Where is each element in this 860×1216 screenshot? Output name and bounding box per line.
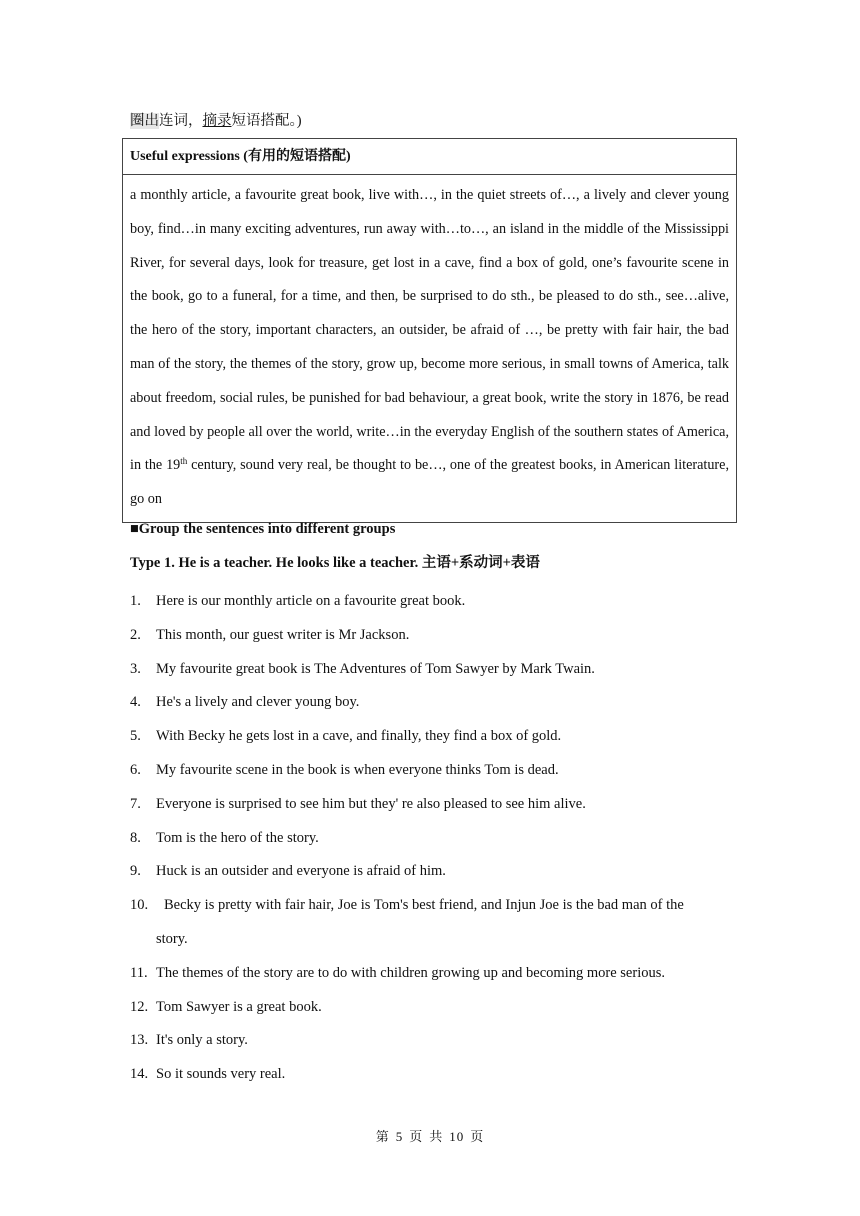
sentence-number: 13.	[130, 1032, 149, 1049]
sentence-item	[130, 585, 730, 619]
sentence-text-wrapper	[156, 788, 730, 822]
instruction-text-end: 短语搭配。)	[231, 113, 302, 129]
sentence-text: Tom is the hero of the story.	[156, 829, 319, 846]
sentence-number: 5.	[130, 728, 141, 745]
sentence-text-wrapper	[156, 855, 730, 889]
sentence-text: The themes of the story are to do with children growing up and becoming more serious.	[156, 964, 665, 981]
sentence-item	[130, 991, 730, 1025]
sentence-item	[130, 855, 730, 889]
sentence-text-wrapper	[156, 720, 730, 754]
sentence-item	[130, 822, 730, 856]
sentence-item	[130, 653, 730, 687]
sentence-text: Here is our monthly article on a favourite great book.	[156, 593, 466, 609]
instruction-text: 连词，	[159, 113, 203, 129]
sentence-number: 11.	[130, 964, 148, 981]
sentence-text-wrapper	[156, 991, 730, 1025]
instruction-circle-word: 圈出	[130, 113, 159, 129]
type1-heading: Type 1. He is a teacher. He looks like a teacher. 主语+系动词+表语	[130, 555, 540, 571]
sentence-text-wrapper	[156, 889, 730, 957]
sentence-number: 12.	[130, 998, 149, 1015]
sentence-number: 1.	[130, 593, 141, 609]
useful-expressions-body	[123, 175, 736, 522]
sentence-text: He's a lively and clever young boy.	[156, 694, 360, 711]
sentence-text: This month, our guest writer is Mr Jackson.	[156, 626, 410, 643]
sentence-text-wrapper	[156, 754, 730, 788]
useful-expressions-table	[122, 138, 737, 523]
sentence-text: It's only a story.	[156, 1032, 248, 1049]
sentence-text-wrapper	[156, 585, 730, 619]
sentence-text-wrapper	[156, 619, 730, 653]
sentence-number: 10.	[130, 897, 149, 914]
footer-word-ye-end: 页	[470, 1129, 485, 1144]
sentence-item	[130, 754, 730, 788]
sentence-text: So it sounds very real.	[156, 1066, 286, 1083]
instruction-excerpt-word: 摘录	[202, 113, 232, 129]
sentence-text: With Becky he gets lost in a cave, and finally, they find a box of gold.	[156, 728, 562, 745]
footer-word-ye: 页	[409, 1129, 424, 1144]
sentence-item	[130, 1024, 730, 1058]
sentence-number: 6.	[130, 761, 141, 778]
sentence-text: My favourite scene in the book is when everyone thinks Tom is dead.	[156, 761, 559, 778]
sentence-text-wrapper	[156, 1058, 730, 1092]
sentence-text-continued: story.	[156, 930, 188, 947]
sentence-text: Everyone is surprised to see him but they' re also pleased to see him alive.	[156, 795, 586, 812]
sentence-number: 8.	[130, 829, 141, 846]
sentence-item	[130, 686, 730, 720]
sentence-list	[130, 585, 730, 1092]
group-sentences-heading: ■Group the sentences into different groups	[130, 521, 396, 537]
sentence-item	[130, 889, 730, 957]
sentence-number: 7.	[130, 795, 141, 812]
sentence-text-wrapper	[156, 653, 730, 687]
expressions-text-part1: a monthly article, a favourite great book, live with…, in the quiet streets of…, a lively and clever young boy, find…in many exciting adventures, run away with…to…, an island in the middle of the Mississippi River, for several days, look for treasure, get lost in a cave, find a box of gold, one’s favourite scene in the book, go to a funeral, for a time, and then, be surprised to do sth., be pleased to do sth., see…alive, the hero of the story, important characters, an outsider, be afraid of …, be pretty with fair hair, the bad man of the story, the themes of the story, grow up, become more serious, in small towns of America, talk about freedom, social rules, be punished for bad behaviour, a great book, write the story in 1876, be read and loved by people all over the world, write…in the everyday English of the southern states of America, in the 19	[130, 187, 729, 474]
useful-expressions-text	[130, 179, 729, 517]
sentence-item	[130, 957, 730, 991]
sentence-number: 14.	[130, 1066, 149, 1083]
footer-word-di: 第	[375, 1129, 390, 1144]
sentence-number: 2.	[130, 626, 141, 643]
sentence-item	[130, 619, 730, 653]
sentence-text: Huck is an outsider and everyone is afraid of him.	[156, 863, 446, 880]
sentence-number: 9.	[130, 863, 141, 880]
sentence-text-wrapper	[156, 686, 730, 720]
sentence-item	[130, 788, 730, 822]
sentence-item	[130, 1058, 730, 1092]
sentence-text-wrapper	[156, 1024, 730, 1058]
sentence-text-wrapper	[156, 822, 730, 856]
sentence-number: 3.	[130, 660, 141, 677]
page-footer	[0, 1127, 860, 1147]
footer-page-number: 5	[395, 1129, 404, 1144]
sentence-text: My favourite great book is The Adventures of Tom Sawyer by Mark Twain.	[156, 660, 595, 677]
expressions-text-part2: century, sound very real, be thought to be…, one of the greatest books, in American literature, go on	[130, 457, 730, 508]
footer-word-gong: 共	[429, 1129, 444, 1144]
sentence-text-wrapper	[156, 957, 730, 991]
sentence-text: Becky is pretty with fair hair, Joe is Tom's best friend, and Injun Joe is the bad man of the	[164, 897, 684, 914]
instruction-line	[130, 110, 302, 132]
useful-expressions-heading: Useful expressions (有用的短语搭配)	[123, 139, 736, 175]
sentence-number: 4.	[130, 694, 141, 711]
footer-total-pages: 10	[449, 1129, 465, 1144]
ordinal-superscript: th	[180, 456, 188, 467]
sentence-text: Tom Sawyer is a great book.	[156, 998, 322, 1015]
sentence-item	[130, 720, 730, 754]
